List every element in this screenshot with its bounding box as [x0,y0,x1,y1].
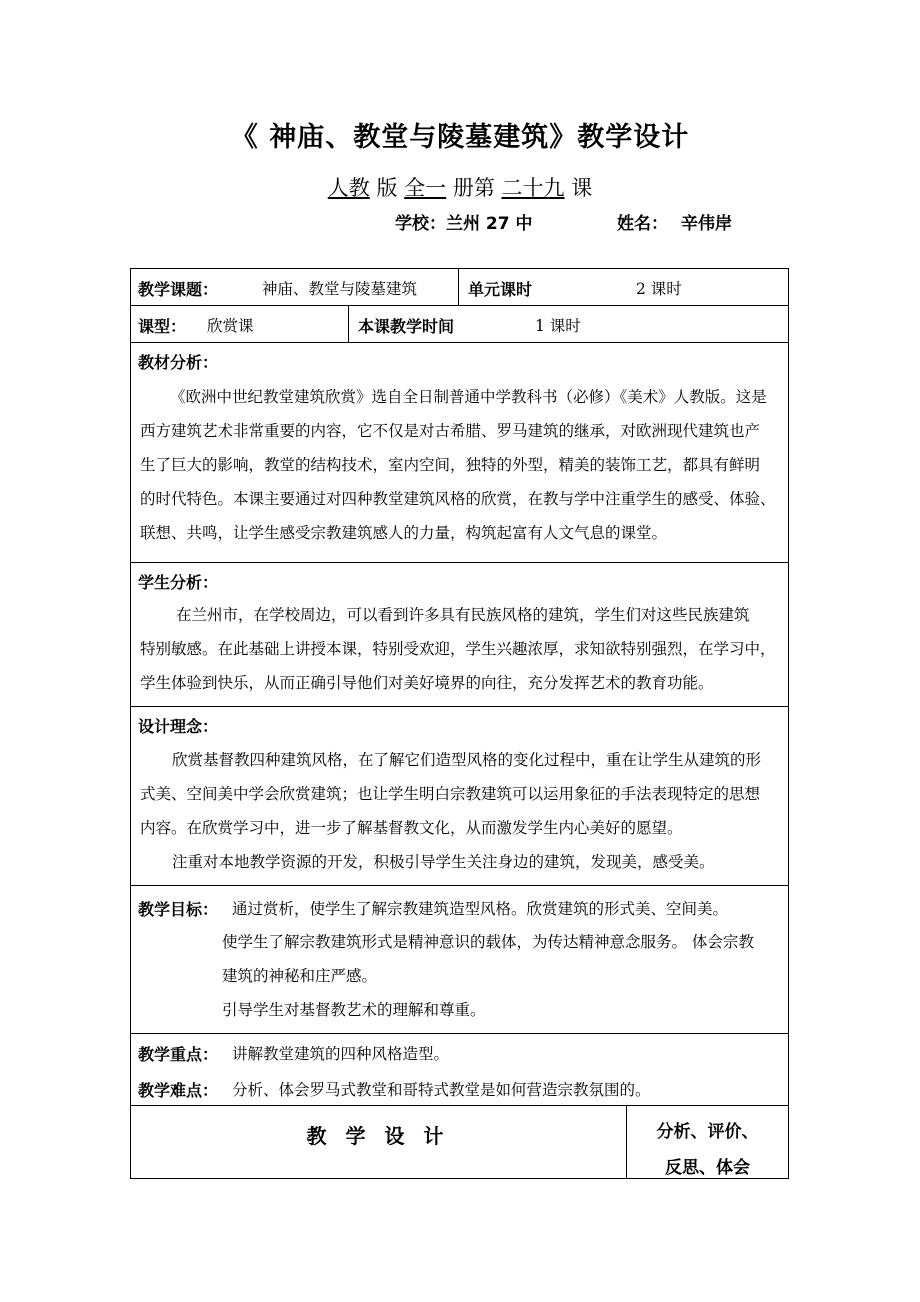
table-divider [130,1105,789,1106]
teaching-goal-1: 通过赏析，使学生了解宗教建筑造型风格。欣赏建筑的形式美、空间美。 [232,900,729,918]
teaching-design-heading: 教 学 设 计 [306,1124,450,1148]
teaching-goals-label: 教学目标： [138,900,219,919]
teacher-name: 辛伟岸 [681,214,732,234]
unit-hours-value: 2 课时 [636,280,682,298]
text-line: 内容。在欣赏学习中，进一步了解基督教文化，从而激发学生内心美好的愿望。 [140,819,683,837]
lesson-time-value: 1 课时 [535,317,581,335]
text-line: 学生体验到快乐，从而正确引导他们对美好境界的向往，充分发挥艺术的教育功能。 [140,674,714,692]
table-divider [130,1033,789,1034]
page-title: 《 神庙、教堂与陵墓建筑》教学设计 [230,122,690,153]
table-divider [130,562,789,563]
student-analysis-text [140,598,782,700]
reflection-line: 反思、体会 [665,1158,750,1178]
text-line: 在兰州市，在学校周边，可以看到许多具有民族风格的建筑，学生们对这些民族建筑 [176,606,750,624]
textbook-edition-line [0,172,920,202]
teaching-goals-text [222,925,784,1027]
text-line: 的时代特色。本课主要通过对四种教堂建筑风格的欣赏，在教与学中注重学生的感受、体验、 [140,490,776,508]
text-line: 引导学生对基督教艺术的理解和尊重。 [222,1001,486,1019]
ke-text: 课 [571,176,593,200]
ban-text: 版 [376,176,398,200]
difficulty-label: 教学难点： [138,1081,219,1100]
key-point-label: 教学重点： [138,1045,219,1064]
publisher: 人教 [327,176,370,200]
text-line: 使学生了解宗教建筑形式是精神意识的载体，为传达精神意念服务。 体会宗教 [222,933,754,951]
lesson-number: 二十九 [501,176,565,200]
reflection-heading [626,1114,789,1186]
text-line: 式美、空间美中学会欣赏建筑；也让学生明白宗教建筑可以运用象征的手法表现特定的思想 [140,785,761,803]
table-divider [130,305,789,306]
table-divider [130,885,789,886]
topic-value: 神庙、教堂与陵墓建筑 [262,280,418,298]
text-line: 欣赏基督教四种建筑风格，在了解它们造型风格的变化过程中，重在让学生从建筑的形 [172,751,762,769]
lesson-type-value: 欣赏课 [207,317,254,335]
table-divider [130,706,789,707]
school: 学校：兰州 27 中 [395,214,533,234]
text-line: 注重对本地教学资源的开发，积极引导学生关注身边的建筑，发现美，感受美。 [172,853,715,871]
student-analysis-label: 学生分析： [138,573,219,592]
lesson-type-label: 课型： [138,317,187,336]
design-concept-text [140,743,782,879]
text-line: 《欧洲中世纪教堂建筑欣赏》选自全日制普通中学教科书（必修）《美术》人教版。这是 [170,388,767,406]
topic-label: 教学课题： [138,280,219,299]
textbook-analysis-text [140,380,782,550]
volume: 全一 [404,176,447,200]
lesson-time-label: 本课教学时间 [358,317,455,336]
text-line: 建筑的神秘和庄严感。 [222,967,378,985]
difficulty-value: 分析、体会罗马式教堂和哥特式教堂是如何营造宗教氛围的。 [232,1081,651,1099]
text-line: 西方建筑艺术非常重要的内容，它不仅是对古希腊、罗马建筑的继承，对欧洲现代建筑也产 [140,422,761,440]
key-point-value: 讲解教堂建筑的四种风格造型。 [232,1045,450,1063]
name-label: 姓名： [617,214,668,234]
ce-text: 册第 [452,176,495,200]
unit-hours-label: 单元课时 [468,280,533,299]
reflection-line: 分析、评价、 [656,1122,759,1142]
table-divider [348,305,349,342]
text-line: 联想、共鸣，让学生感受宗教建筑感人的力量，构筑起富有人文气息的课堂。 [140,524,668,542]
design-concept-label: 设计理念： [138,717,219,736]
textbook-analysis-label: 教材分析： [138,353,219,372]
text-line: 生了巨大的影响，教堂的结构技术，室内空间，独特的外型，精美的装饰工艺，都具有鲜明 [140,456,761,474]
table-divider [458,268,459,305]
table-divider [130,342,789,343]
text-line: 特别敏感。在此基础上讲授本课，特别受欢迎，学生兴趣浓厚，求知欲特别强烈，在学习中， [140,640,776,658]
